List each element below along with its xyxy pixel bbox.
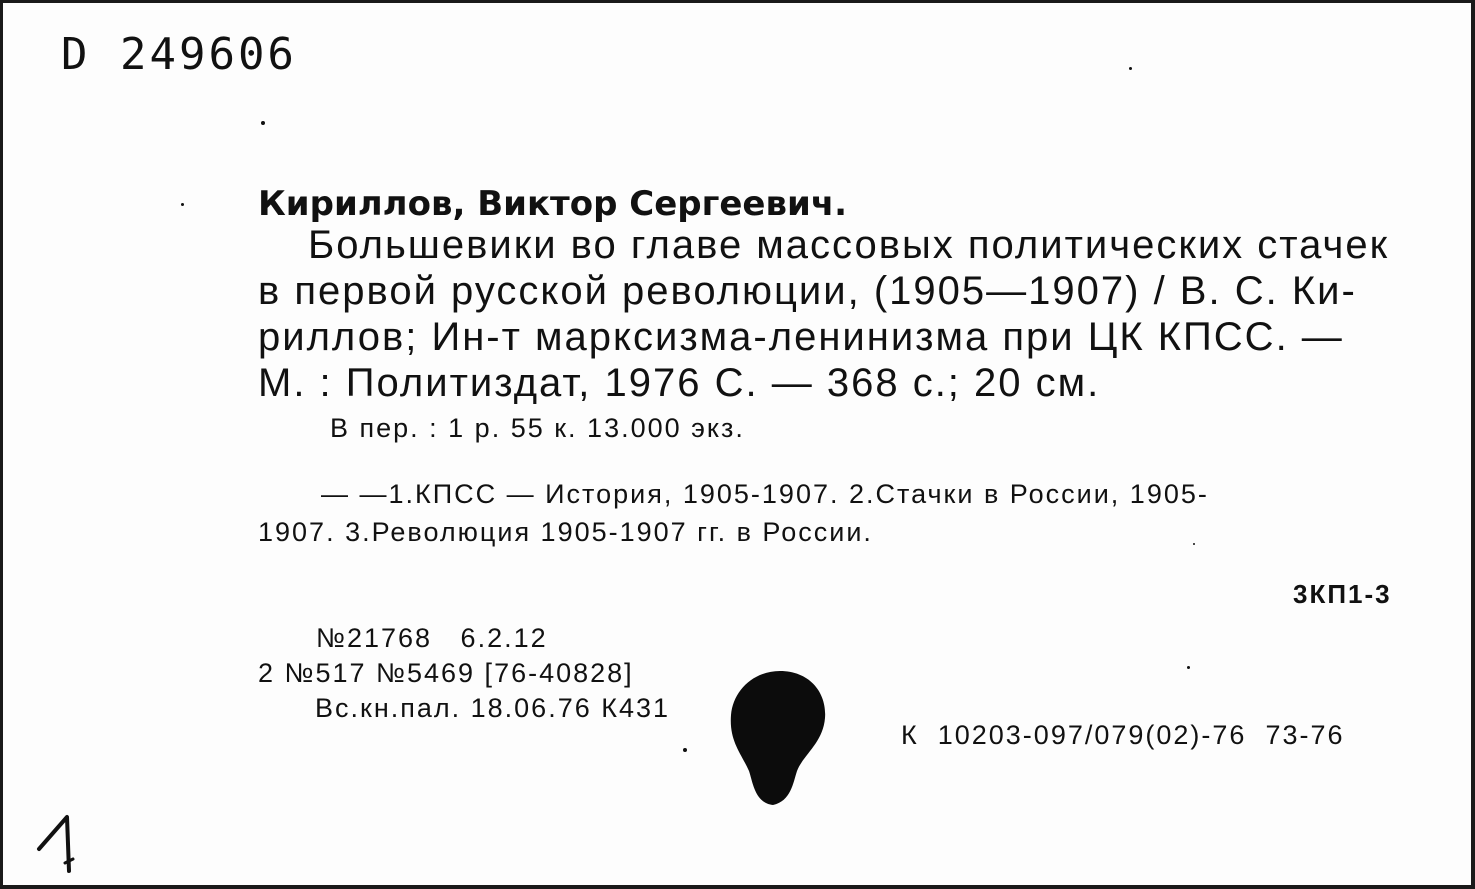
record-line-1: №21768 6.2.12 — [316, 623, 548, 653]
speck — [181, 203, 184, 206]
record-line-2: 2 №517 №5469 [76-40828] — [258, 658, 634, 688]
description-line-3: риллов; Ин-т марксизма-ленинизма при ЦК КПСС. — — [258, 315, 1344, 359]
speck — [1129, 67, 1132, 70]
speck — [1187, 666, 1190, 669]
classification-index: 3КП1-3 — [1293, 579, 1392, 609]
author-name: Кириллов, Виктор Сергеевич. — [258, 184, 848, 224]
subjects-line-2: 1907. 3.Революция 1905-1907 гг. в России. — [258, 517, 873, 547]
description-line-2: в первой русской революции, (1905—1907) / В. С. Ки- — [258, 269, 1357, 313]
description-line-1: Большевики во главе массовых политических стачек — [308, 223, 1390, 267]
speck — [1193, 543, 1195, 545]
description-line-4: М. : Политиздат, 1976 С. — 368 с.; 20 см. — [258, 361, 1101, 405]
speck — [261, 121, 265, 125]
catalog-code: К 10203-097/079(02)-76 73-76 — [901, 720, 1345, 750]
record-line-3: Вс.кн.пал. 18.06.76 К431 — [315, 693, 671, 723]
speck — [683, 748, 687, 752]
price-line: В пер. : 1 р. 55 к. 13.000 экз. — [330, 413, 745, 443]
inventory-number: D 249606 — [61, 29, 297, 80]
ink-blot — [725, 663, 835, 813]
subjects-line-1: — —1.КПСС — История, 1905-1907. 2.Стачки в России, 1905- — [321, 479, 1209, 509]
handwritten-mark — [35, 811, 85, 877]
